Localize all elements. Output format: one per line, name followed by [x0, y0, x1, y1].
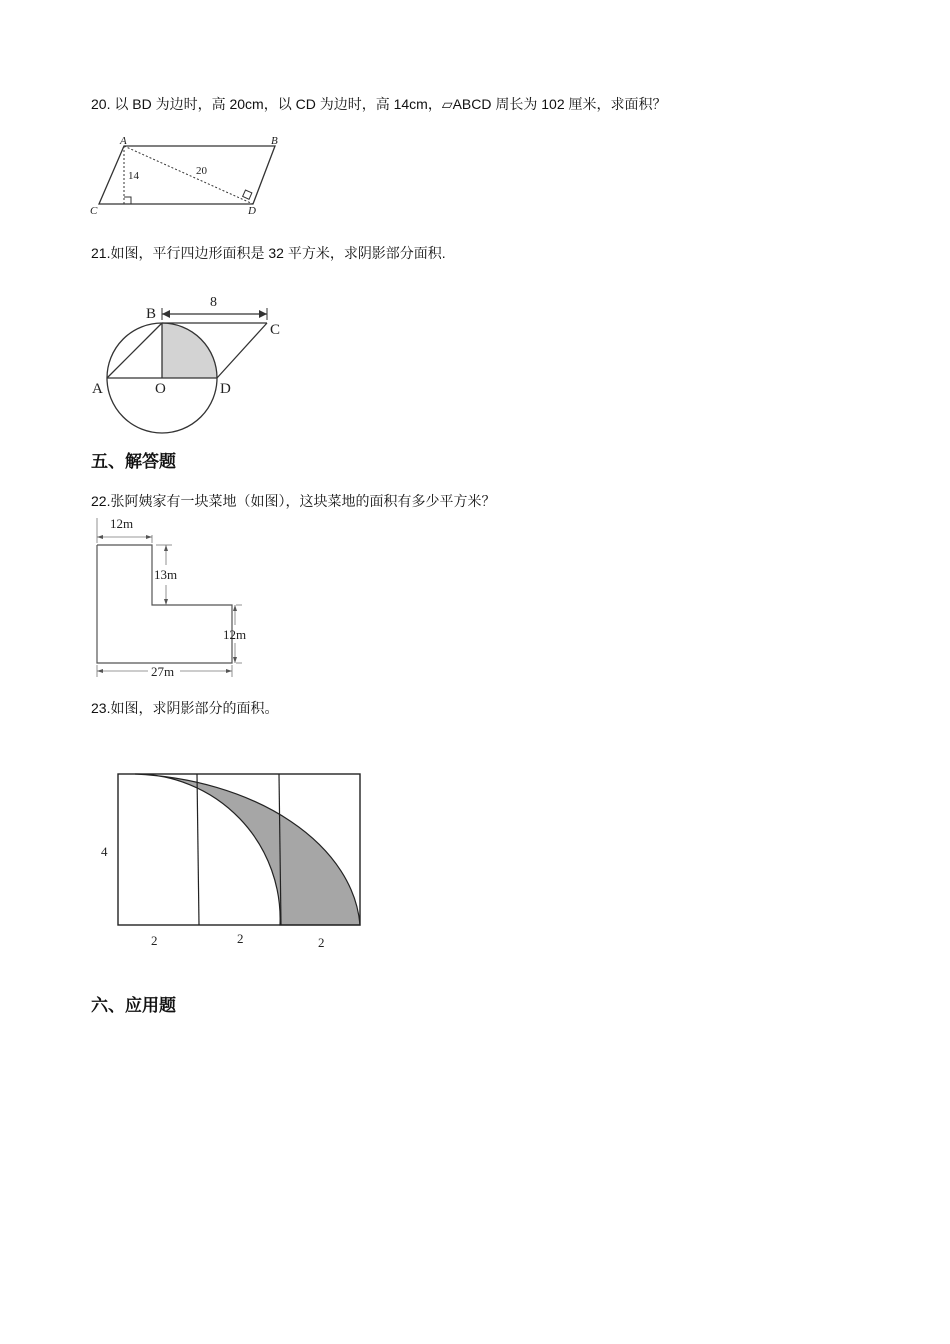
question-22-text: 22.张阿姨家有一块菜地（如图），这块菜地的面积有多少平方米？	[91, 493, 496, 509]
label-D: D	[220, 381, 231, 397]
question-21-text: 21.如图，平行四边形面积是 32 平方米，求阴影部分面积.	[91, 245, 446, 261]
label-A: A	[92, 381, 103, 397]
mid-13m-label: 13m	[154, 567, 178, 582]
right-12m-label: 12m	[223, 627, 247, 642]
height-4-label: 4	[101, 844, 108, 859]
label-O: O	[155, 381, 166, 397]
figure-20-parallelogram	[88, 132, 288, 222]
section-5-heading: 五、解答题	[91, 452, 176, 471]
label-B: B	[146, 306, 157, 322]
length-8-label: 8	[210, 295, 217, 310]
figure-22-garden-plot	[90, 513, 270, 683]
label-B: B	[271, 135, 278, 147]
section-6-heading: 六、应用题	[91, 996, 176, 1015]
bottom-27m-label: 27m	[151, 664, 175, 679]
label-C: C	[90, 205, 98, 217]
question-23-text: 23.如图，求阴影部分的面积。	[91, 700, 279, 716]
top-12m-label: 12m	[110, 516, 134, 531]
width-2-label-3: 2	[318, 935, 325, 950]
height-20-label: 20	[196, 165, 207, 177]
figure-23-shaded-arcs	[95, 765, 375, 960]
label-A: A	[120, 135, 127, 147]
height-14-label: 14	[128, 170, 139, 182]
figure-21-circle-parallelogram	[90, 290, 300, 440]
width-2-label-1: 2	[151, 933, 158, 948]
question-20-text: 20. 以 BD 为边时，高 20cm，以 CD 为边时，高 14cm，▱ABCD 周长为 102 厘米，求面积？	[91, 96, 667, 112]
label-C: C	[270, 322, 281, 338]
width-2-label-2: 2	[237, 931, 244, 946]
label-D: D	[248, 205, 256, 217]
